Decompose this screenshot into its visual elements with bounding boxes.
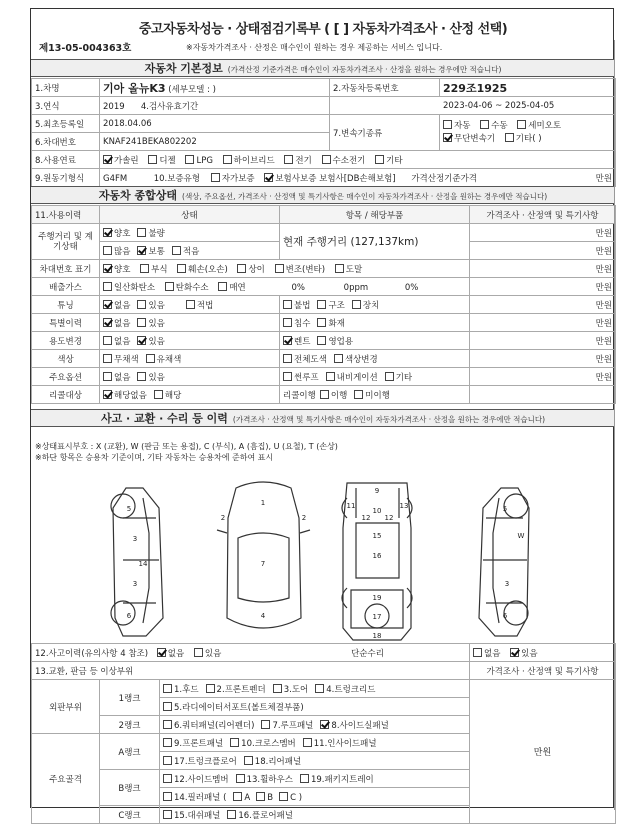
mark-6r: 6 <box>502 612 508 620</box>
left-side-car-icon <box>111 488 163 636</box>
checkbox-tuning-device[interactable] <box>352 300 361 309</box>
checkbox-km-normal[interactable] <box>137 246 146 255</box>
mark-17: 17 <box>372 613 382 621</box>
basic-info-section-header <box>31 59 615 77</box>
checkbox-options-yes[interactable] <box>137 372 146 381</box>
checkbox-km-many[interactable] <box>103 246 112 255</box>
plate-value: 229조1925 <box>440 79 616 97</box>
checkbox-tuning-illegal[interactable] <box>283 300 292 309</box>
inspection-validity-value: 2023-04-06 ~ 2025-04-05 <box>330 97 616 115</box>
checkbox-fire[interactable] <box>317 318 326 327</box>
mark-14: 14 <box>138 560 148 568</box>
checkbox-manual[interactable] <box>480 120 489 129</box>
basic-info-title: 자동차 기본정보 <box>144 62 223 75</box>
checkbox-dash-panel[interactable] <box>163 810 172 819</box>
mark-6: 6 <box>126 612 132 620</box>
checkbox-recall-notdone[interactable] <box>354 390 363 399</box>
checkbox-vin-mismatch[interactable] <box>237 264 246 273</box>
mark-2r: 2 <box>301 514 307 522</box>
accident-section-header <box>31 409 615 427</box>
summary-col-status: 상태 <box>100 206 280 224</box>
transmission-options: 자동 수동 세미오토 무단변속기 기타( ) <box>440 115 616 151</box>
checkbox-pillar-panel[interactable] <box>163 792 172 801</box>
checkbox-pillar-c[interactable] <box>279 792 288 801</box>
vehicle-diagram <box>31 478 615 643</box>
checkbox-sunroof[interactable] <box>283 372 292 381</box>
main-frame-label: 주요골격 <box>32 734 100 824</box>
checkbox-side-sill[interactable] <box>320 720 329 729</box>
checkbox-tuning-none[interactable] <box>103 300 112 309</box>
checkbox-smoke[interactable] <box>218 282 227 291</box>
exhaust-options: 일산화탄소 탄화수소 매연 0% 0ppm 0% <box>100 278 470 296</box>
fuel-label: 8.사용연료 <box>32 151 100 169</box>
checkbox-vin-damaged[interactable] <box>177 264 186 273</box>
checkbox-side-member[interactable] <box>163 774 172 783</box>
checkbox-radiator-support[interactable] <box>163 702 172 711</box>
year-label: 3.연식 <box>32 97 100 115</box>
transmission-label: 7.변속기종류 <box>330 115 440 151</box>
checkbox-other-trans[interactable] <box>505 133 514 142</box>
checkbox-self-warranty[interactable] <box>211 173 220 182</box>
checkbox-co[interactable] <box>103 282 112 291</box>
summary-title: 자동차 종합상태 <box>98 189 178 202</box>
checkbox-simple-none[interactable] <box>473 648 482 657</box>
checkbox-gasoline[interactable] <box>103 155 112 164</box>
fuel-options: 가솔린 디젤 LPG 하이브리드 전기 수소전기 기타 <box>100 151 616 169</box>
checkbox-rent[interactable] <box>283 336 292 345</box>
checkbox-package-tray[interactable] <box>300 774 309 783</box>
special-history-label: 특별이력 <box>32 314 100 332</box>
checkbox-history-none[interactable] <box>103 318 112 327</box>
checkbox-achromatic[interactable] <box>103 354 112 363</box>
checkbox-pillar-b[interactable] <box>256 792 265 801</box>
meter-label: 주행거리 및 계기상태 <box>32 224 100 260</box>
accident-table: 12.사고이력(유의사항 4 참조) 없음 있음 단순수리 없음 있음 13.교환, 판금 등 이상부위 가격조사 · 산정액 및 특기사항 외판부위 1랭크 1.후드 2.프론트펜더 3.도어 4.트렁크리드 만원 5.라디에이터서포트(볼트체결부품) 2랭크 6.쿼터패널(리어펜더) 7.루프패널 8.사이드실패널 주요골격 A랭크 9.프론트패널 10.크로스멤버 11.인사이드패널 17.트렁크플로어 18.리어패널 B랭크 12.사이드멤버 13.휠하우스 19.패키지트레이 14.필러패널 ( A B C ) C랭크 15.대쉬패널 16.플로어패널 <box>31 643 616 824</box>
mark-w: W <box>517 532 525 540</box>
mark-18: 18 <box>372 632 382 640</box>
mark-7: 7 <box>260 560 266 568</box>
checkbox-usage-none[interactable] <box>103 336 112 345</box>
recall-label: 리콜대상 <box>32 386 100 404</box>
engine-label: 9.원동기형식 <box>32 169 100 187</box>
checkbox-accident-none[interactable] <box>157 648 166 657</box>
abnormal-parts-price-header: 가격조사 · 산정액 및 특기사항 <box>470 662 616 680</box>
legend-line-2: ※하단 항목은 승용차 기준이며, 기타 자동차는 승용차에 준하여 표시 <box>35 453 274 462</box>
accident-title: 사고 · 교환 · 수리 등 이력 <box>100 412 228 425</box>
checkbox-hydrogen[interactable] <box>322 155 331 164</box>
accident-history-row: 12.사고이력(유의사항 4 참조) 없음 있음 단순수리 <box>32 644 470 662</box>
checkbox-cvt[interactable] <box>443 133 452 142</box>
checkbox-recall-none[interactable] <box>103 390 112 399</box>
checkbox-rear-panel[interactable] <box>244 756 253 765</box>
checkbox-hood[interactable] <box>163 684 172 693</box>
legend-line-1: ※상태표시부호 : X (교환), W (판금 또는 용접), C (부식), A (흠집), U (요철), T (손상) <box>35 442 338 451</box>
checkbox-diesel[interactable] <box>148 155 157 164</box>
checkbox-flood[interactable] <box>283 318 292 327</box>
abnormal-parts-label: 13.교환, 판금 등 이상부위 <box>32 662 470 680</box>
checkbox-floor-panel[interactable] <box>227 810 236 819</box>
checkbox-commercial[interactable] <box>317 336 326 345</box>
engine-row: G4FM 10.보증유형 자가보증 보험사보증 보험사[DB손해보험] 가격산정기준가격 만원 <box>100 169 616 187</box>
mark-11: 11 <box>346 502 356 510</box>
usage-change-label: 용도변경 <box>32 332 100 350</box>
checkbox-recall-yes[interactable] <box>154 390 163 399</box>
checkbox-semi-auto[interactable] <box>517 120 526 129</box>
basic-info-table <box>31 78 616 187</box>
outer-panel-label: 외판부위 <box>32 680 100 734</box>
checkbox-vin-good[interactable] <box>103 264 112 273</box>
checkbox-full-paint[interactable] <box>283 354 292 363</box>
document-number: 제13-05-004363호 <box>39 43 132 54</box>
rankA-label: A랭크 <box>100 734 160 770</box>
checkbox-cross-member[interactable] <box>230 738 239 747</box>
checkbox-fuel-other[interactable] <box>375 155 384 164</box>
summary-col-price: 가격조사 · 산정액 및 특기사항 <box>470 206 616 224</box>
checkbox-options-none[interactable] <box>103 372 112 381</box>
exhaust-label: 배출가스 <box>32 278 100 296</box>
checkbox-trunk-lid[interactable] <box>315 684 324 693</box>
summary-col-item: 항목 / 해당부품 <box>280 206 470 224</box>
basic-info-note: (가격산정 기준가격은 매수인이 자동차가격조사 · 산정을 원하는 경우에만 적습니다) <box>227 65 502 74</box>
tuning-label: 튜닝 <box>32 296 100 314</box>
checkbox-vin-altered[interactable] <box>275 264 284 273</box>
checkbox-front-fender[interactable] <box>206 684 215 693</box>
checkbox-lpg[interactable] <box>185 155 194 164</box>
checkbox-hybrid[interactable] <box>223 155 232 164</box>
mark-13: 13 <box>399 502 409 510</box>
mileage-value: 현재 주행거리 (127,137km) <box>280 224 470 260</box>
vin-label: 6.차대번호 <box>32 133 100 151</box>
mark-9: 9 <box>374 487 380 495</box>
plate-label: 2.자동차등록번호 <box>330 79 440 97</box>
checkbox-simple-yes[interactable] <box>510 648 519 657</box>
mark-3r: 3 <box>504 580 510 588</box>
checkbox-usage-yes[interactable] <box>137 336 146 345</box>
rank2-label: 2랭크 <box>100 716 160 734</box>
mark-10: 10 <box>372 507 382 515</box>
checkbox-vin-corrosion[interactable] <box>140 264 149 273</box>
checkbox-accident-yes[interactable] <box>194 648 203 657</box>
checkbox-quarter-panel[interactable] <box>163 720 172 729</box>
status-legend <box>35 441 338 463</box>
mark-3: 3 <box>132 535 138 543</box>
summary-col-history: 11.사용이력 <box>32 206 100 224</box>
rank1-label: 1랭크 <box>100 680 160 716</box>
rankC-label: C랭크 <box>100 806 160 824</box>
checkbox-auto[interactable] <box>443 120 452 129</box>
year-value: 2019 4.검사유효기간 <box>100 97 330 115</box>
summary-note: (색상, 주요옵션, 가격조사 · 산정액 및 특기사항은 매수인이 자동차가격조사 · 산정을 원하는 경우에만 적습니다) <box>182 192 548 201</box>
mark-15: 15 <box>372 532 382 540</box>
checkbox-wheel-house[interactable] <box>236 774 245 783</box>
checkbox-hc[interactable] <box>165 282 174 291</box>
checkbox-recall-done[interactable] <box>320 390 329 399</box>
checkbox-inside-panel[interactable] <box>303 738 312 747</box>
mark-5r: 5 <box>502 505 508 513</box>
mark-12: 12 <box>361 514 371 522</box>
checkbox-pillar-a[interactable] <box>233 792 242 801</box>
summary-section-header <box>31 186 615 204</box>
inspection-record-document <box>30 8 614 821</box>
summary-table: 11.사용이력 상태 항목 / 해당부품 가격조사 · 산정액 및 특기사항 주행거리 및 계기상태 양호 불량 현재 주행거리 (127,137km) 만원 많음 보통 적음 만원 차대번호 표기 양호 부식 훼손(오손) 상이 변조(변타) 도말 만원 배출가스 일산화탄소 탄화수소 매연 0% 0ppm 0% 만원 튜닝 없음 있음 적법 불법 구조 장치 만원 특별이력 없음 있음 침수 화재 만원 용도변경 없음 있음 렌트 영업용 만원 색상 무채색 유채색 전체도색 색상변경 만원 주요옵션 없음 있음 썬루프 내비게이션 기타 만원 리콜대상 해당없음 해당 리콜이행 이행 미이행 <box>31 205 616 404</box>
mark-1: 1 <box>260 499 266 507</box>
car-name-label: 1.차명 <box>32 79 100 97</box>
checkbox-electric[interactable] <box>284 155 293 164</box>
mark-16: 16 <box>372 552 382 560</box>
document-title: 중고자동차성능 · 상태점검기록부 ( [ ] 자동차가격조사 · 산정 선택) <box>138 22 508 37</box>
checkbox-door[interactable] <box>273 684 282 693</box>
checkbox-options-other[interactable] <box>385 372 394 381</box>
document-note: ※자동차가격조사 · 산정은 매수인이 원하는 경우 제공하는 서비스 입니다. <box>186 43 443 52</box>
checkbox-trunk-floor[interactable] <box>163 756 172 765</box>
mark-5: 5 <box>126 505 132 513</box>
checkbox-history-yes[interactable] <box>137 318 146 327</box>
checkbox-insurance-warranty[interactable] <box>264 173 273 182</box>
checkbox-km-few[interactable] <box>172 246 181 255</box>
checkbox-chromatic[interactable] <box>146 354 155 363</box>
abnormal-parts-price: 만원 <box>470 680 616 824</box>
page-edge-strip <box>614 40 621 810</box>
vin-mark-label: 차대번호 표기 <box>32 260 100 278</box>
first-reg-label: 5.최초등록일 <box>32 115 100 133</box>
first-reg-value: 2018.04.06 <box>100 115 330 133</box>
main-options-label: 주요옵션 <box>32 368 100 386</box>
simple-repair-options: 없음 있음 <box>470 644 616 662</box>
checkbox-tuning-yes[interactable] <box>137 300 146 309</box>
checkbox-tuning-structure[interactable] <box>317 300 326 309</box>
rankB-label: B랭크 <box>100 770 160 806</box>
vin-mark-options: 양호 부식 훼손(오손) 상이 변조(변타) 도말 <box>100 260 470 278</box>
accident-note: (가격조사 · 산정액 및 특기사항은 매수인이 자동차가격조사 · 산정을 원하는 경우에만 적습니다) <box>232 415 546 424</box>
mark-4: 4 <box>260 612 266 620</box>
checkbox-meter-good[interactable] <box>103 228 112 237</box>
mark-19: 19 <box>372 594 382 602</box>
mark-3b: 3 <box>132 580 138 588</box>
vin-value: KNAF241BEKA802202 <box>100 133 330 151</box>
mark-2l: 2 <box>220 514 226 522</box>
car-name-value: 기아 올뉴K3 (세부모델 : ) <box>100 79 330 97</box>
color-label: 색상 <box>32 350 100 368</box>
checkbox-navigation[interactable] <box>326 372 335 381</box>
mark-12b: 12 <box>384 514 394 522</box>
checkbox-color-change[interactable] <box>334 354 343 363</box>
checkbox-tuning-legal[interactable] <box>186 300 195 309</box>
checkbox-vin-painted[interactable] <box>335 264 344 273</box>
checkbox-roof-panel[interactable] <box>261 720 270 729</box>
checkbox-meter-bad[interactable] <box>137 228 146 237</box>
checkbox-front-panel[interactable] <box>163 738 172 747</box>
